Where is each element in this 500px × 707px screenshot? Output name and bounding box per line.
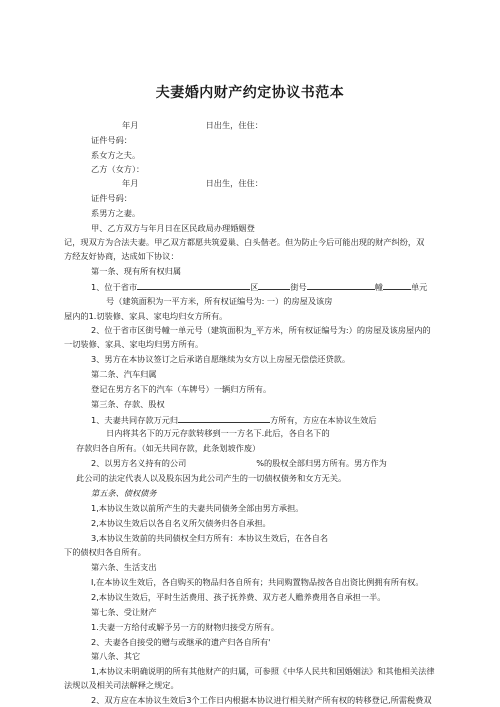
clause-line: 2、位于省市区街号幢一单元号（建筑面积为_平方米，所有权证编号为:）的房屋及该房屋内的	[91, 325, 431, 335]
wife-relation-line: 系男方之妻。	[91, 208, 141, 218]
blank-line	[383, 281, 411, 290]
clause-line: 2,本协议生效后以各自名义所欠债务归各自承担。	[91, 518, 271, 528]
clause-text: 幢	[374, 282, 383, 292]
clause-line: 3、男方在本协议签订之后承诺自愿继续为女方以上房屋无偿偿还贷款。	[91, 354, 351, 364]
clause-line: I,在本协议生效后，各自购买的物品归各自所有；共同购置物品按各自出资比例拥有所有权。	[91, 577, 424, 587]
clause-line: 法规以及相关司法解释之规定。	[64, 680, 179, 690]
clause-text: 2、以男方名义持有的公司	[91, 458, 187, 468]
birth-year-month-label: 年月	[122, 178, 139, 188]
marriage-registration-line: 甲、乙方双方与年月日在区民政局办理婚姻登	[91, 223, 255, 233]
clause-line: 2,本协议生效后，平时生活费用、孩子抚养费、双方老人赡养费用各自承担一半。	[91, 592, 386, 602]
husband-relation-line: 系女方之夫。	[91, 150, 141, 160]
blank-line	[258, 281, 290, 290]
deposit-clause-line	[91, 414, 377, 425]
wife-birth-line	[122, 178, 263, 188]
clause-text: %的股权全部归男方所有。男方作为	[256, 458, 387, 468]
clause-line: 号（建筑面积为一平方米，所有权证编号为: 一）的房屋及该房	[106, 296, 333, 306]
clause-line: 登记在男方名下的汽车（车牌号）一辆归方所有。	[91, 384, 272, 394]
blank-line	[307, 281, 375, 290]
birth-year-month-label: 年月	[122, 120, 139, 130]
husband-birth-line	[122, 120, 263, 130]
clause-text: 1、位于省市	[91, 282, 138, 292]
article-heading: 第一条、现有所有权归属	[91, 266, 182, 276]
clause-text: 1、夫妻共同存款万元归	[91, 415, 179, 425]
preamble-line: 记，现双方为合法夫妻。甲乙双方都愿共筑爱巢、白头偕老。但为防止今后可能出现的财产纠纷，双	[64, 237, 425, 247]
article-heading: 第二条、汽车归属	[91, 369, 157, 379]
party-b-label: 乙方（女方）：	[91, 164, 145, 174]
clause-line: 1,本协议生效以前所产生的夫妻共同债务全部由男方承担。	[91, 503, 304, 513]
clause-text: 区	[250, 282, 259, 292]
article-heading: 第五条、债权债务	[91, 488, 157, 498]
clause-line: 此公司的法定代表人以及股东因为此公司产生的一切债权债务和女方无关。	[76, 473, 347, 483]
clause-line: 2、夫妻各自接受的赠与或继承的遗产归各自所有'	[91, 637, 271, 647]
preamble-line: 方经友好协商，达成如下协议：	[64, 251, 179, 261]
blank-line	[137, 281, 250, 290]
article-heading: 第八条、其它	[91, 651, 141, 661]
clause-line: 3,本协议生效前的共同债权全归方所有：本协议生效后，在各自名	[91, 533, 329, 543]
clause-line: 1.夫妻一方给付或解予另一方的财物归接受方所有。	[91, 622, 279, 632]
clause-line: 存款归各自所有。（如无共同存款，此条划坡作废）	[76, 443, 261, 453]
clause-line: 日内将其名下的万元存款转移到一一方名下.此后，各自名下的	[106, 428, 330, 438]
article-heading: 第七条、受让财产	[91, 607, 157, 617]
husband-id-line: 证件号码：	[91, 135, 132, 145]
equity-clause-line	[91, 458, 387, 468]
clause-line: 一切装修、家具、家电均归男方所有。	[64, 339, 204, 349]
clause-text: 街号	[290, 282, 307, 292]
blank-line	[178, 414, 270, 423]
clause-line: 屋内的1.切装修、家具、家电均归女方所有。	[64, 311, 228, 321]
clause-text: 方所有，方应在本协议生效后	[270, 415, 377, 425]
clause-text: 单元	[410, 282, 428, 292]
article-heading: 第六条、生活支出	[91, 562, 157, 572]
document-title: 夫妻婚内财产约定协议书范本	[155, 85, 345, 101]
birth-day-address-label: 日出生，住住：	[205, 178, 263, 188]
wife-id-line: 证件号码：	[91, 193, 132, 203]
article-heading: 第三条、存款、股权	[91, 399, 165, 409]
property-clause-line	[91, 281, 427, 292]
birth-day-address-label: 日出生，住住：	[205, 120, 263, 130]
clause-line: 2、双方应在本协议生效后3个工作日内根据本协议进行相关财产所有权的转移登记,所需税费双	[91, 695, 432, 705]
clause-line: 1,本协议未明确说明的所有其他财产的归属，可参照《中华人民共和国婚姻法》和其他相关法律	[91, 666, 435, 676]
clause-line: 下的债权归各自所有。	[64, 547, 146, 557]
